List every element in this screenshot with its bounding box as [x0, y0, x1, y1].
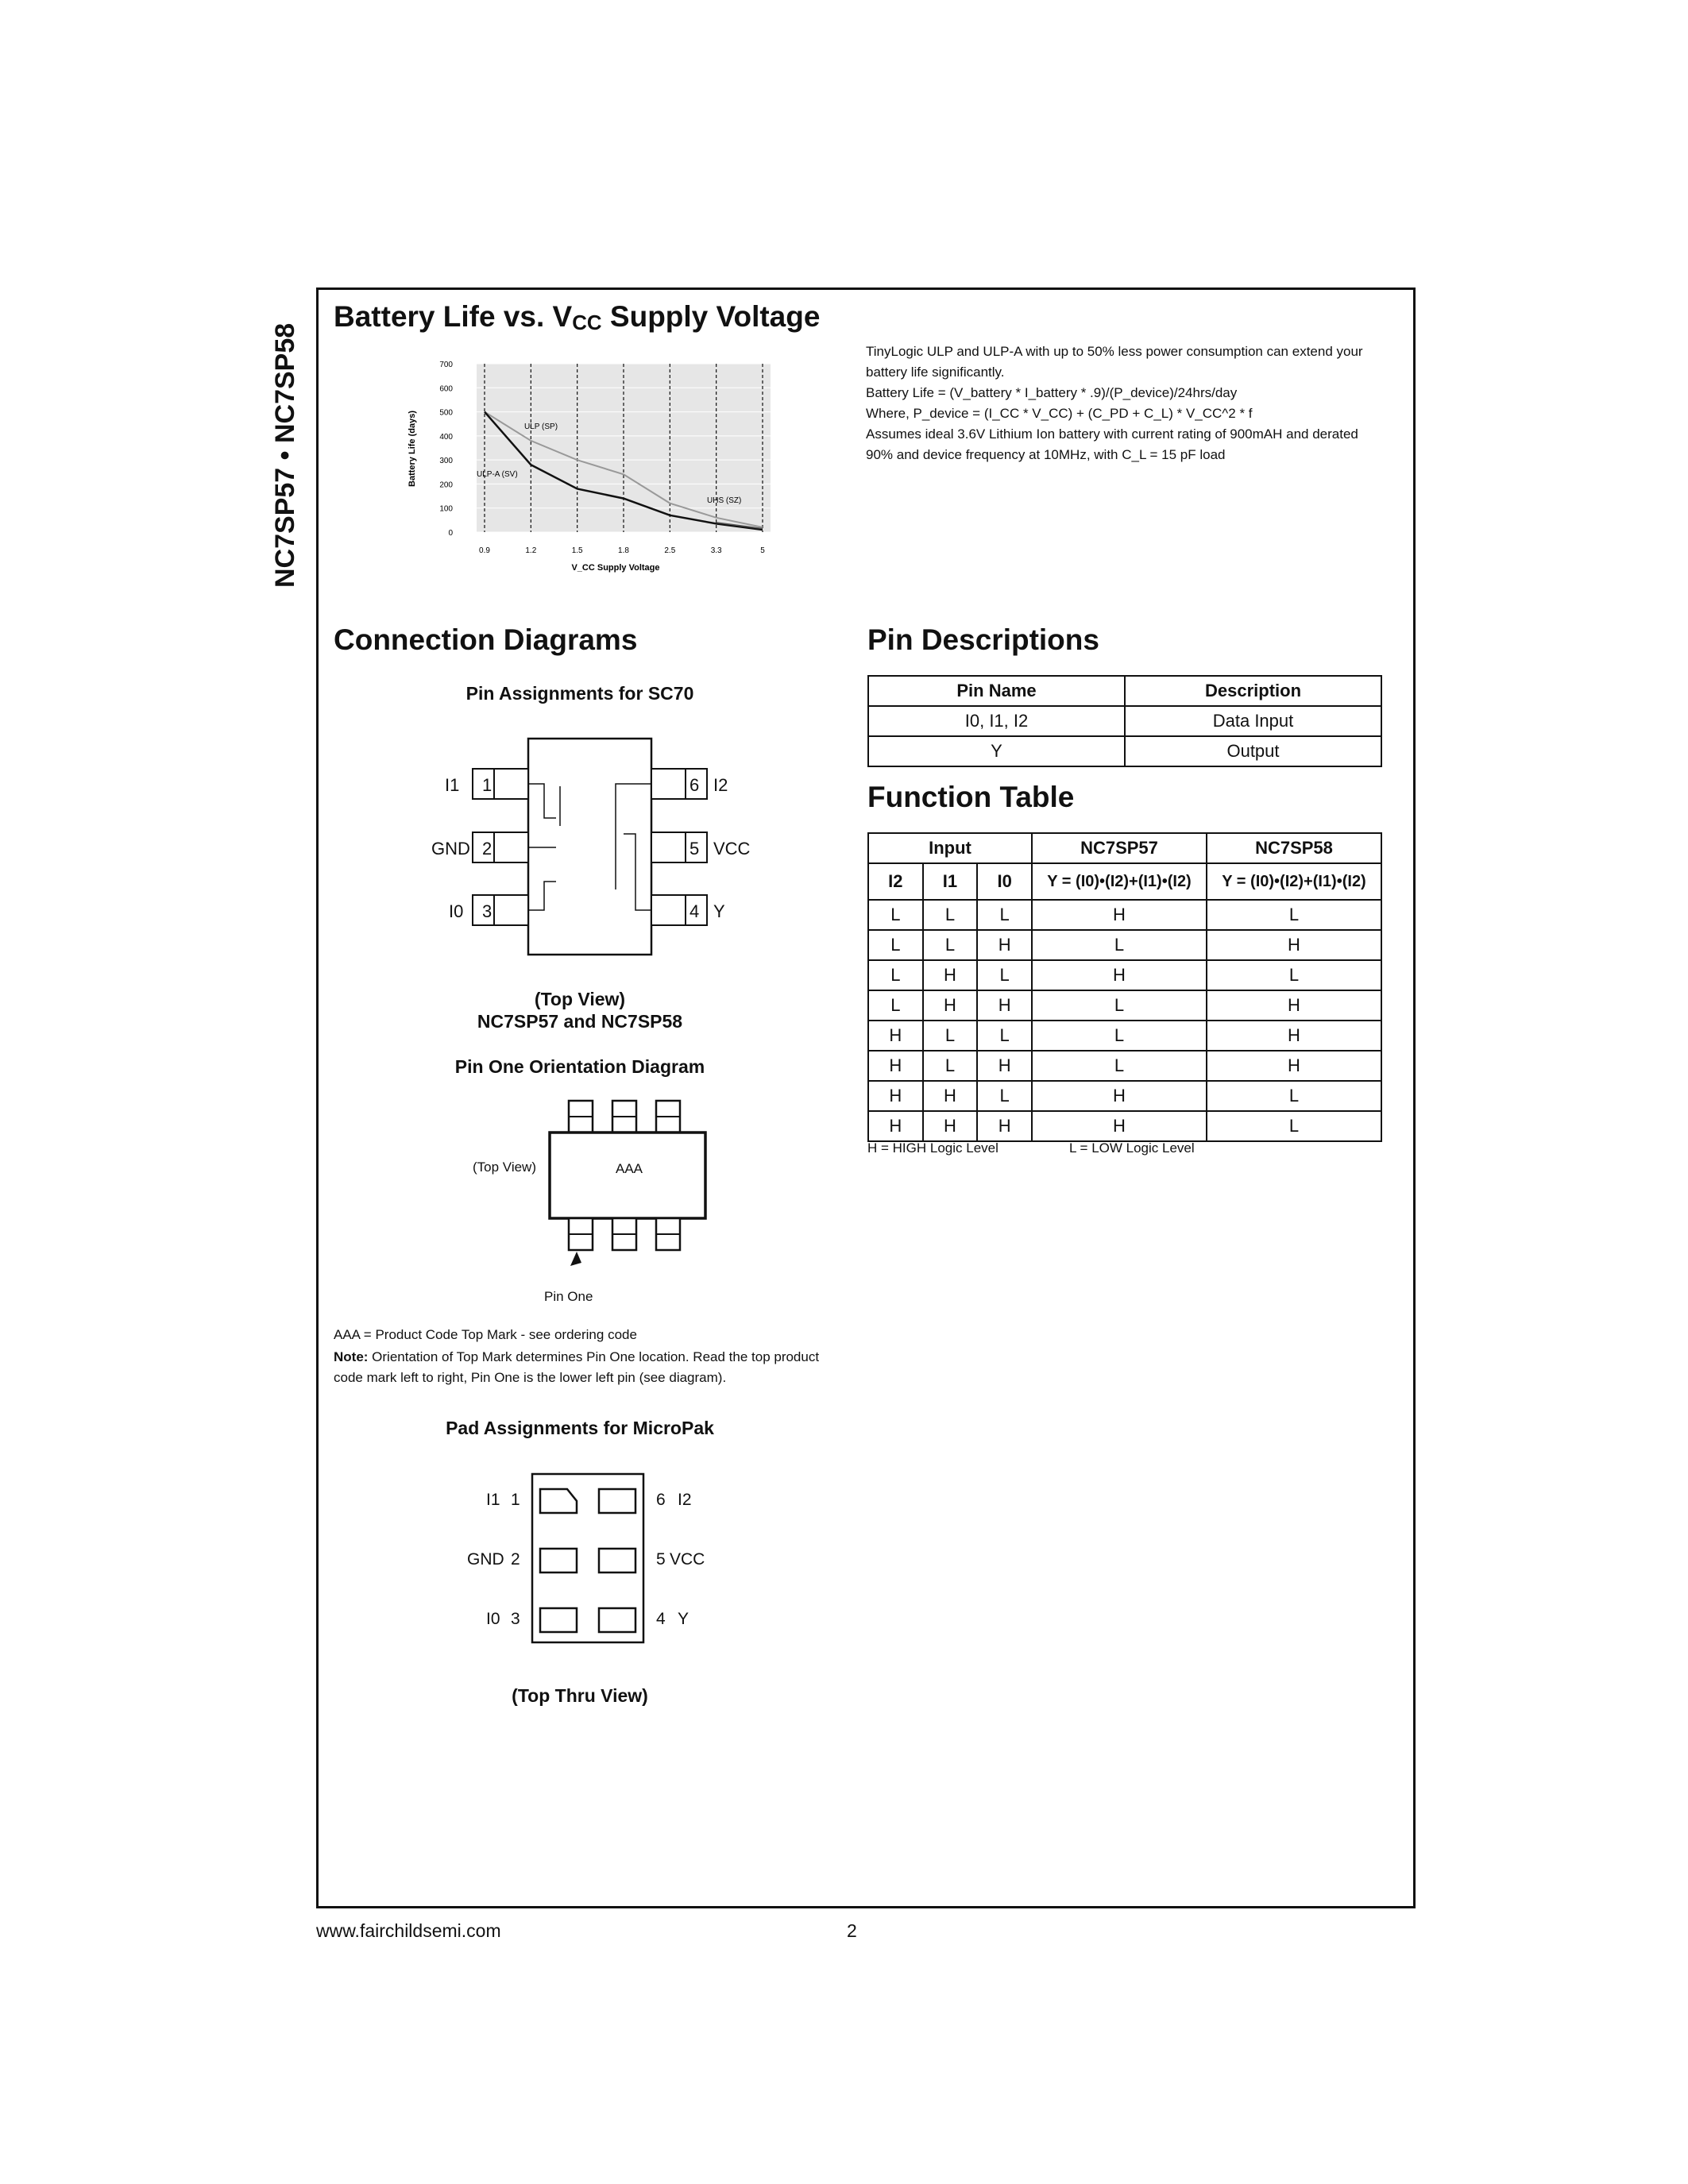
table-cell: H — [1032, 1111, 1207, 1141]
micropak-label-vcc: VCC — [670, 1550, 705, 1569]
legend-high: H = HIGH Logic Level — [867, 1140, 999, 1156]
table-cell: H — [977, 930, 1032, 960]
pin-name-cell: Y — [868, 736, 1125, 766]
table-cell: L — [1032, 930, 1207, 960]
table-cell: L — [977, 1021, 1032, 1051]
x-tick-label: 1.5 — [571, 546, 583, 555]
pin-one-arrow-icon — [570, 1252, 581, 1266]
pin-name-cell: I0, I1, I2 — [868, 706, 1125, 736]
micropak-pad-1 — [540, 1489, 577, 1513]
sc70-num-6: 6 — [689, 775, 700, 795]
table-cell: H — [1207, 1051, 1381, 1081]
sc70-label-gnd: GND — [431, 839, 470, 859]
table-cell: H — [1207, 930, 1381, 960]
table-cell: H — [868, 1021, 923, 1051]
table-cell: L — [977, 1081, 1032, 1111]
function-table — [867, 832, 1382, 1142]
sc70-num-2: 2 — [482, 839, 492, 859]
input-header: Input — [868, 833, 1032, 863]
table-cell: L — [977, 960, 1032, 990]
pin-name-header: Pin Name — [868, 676, 1125, 706]
micropak-pad-4 — [599, 1608, 635, 1632]
table-cell: H — [1032, 1081, 1207, 1111]
connection-diagrams-title: Connection Diagrams — [334, 623, 638, 656]
table-cell: L — [923, 1021, 978, 1051]
y-tick-label: 400 — [439, 432, 453, 442]
micropak-num-1: 1 — [511, 1491, 520, 1509]
micropak-num-6: 6 — [656, 1491, 666, 1509]
pin-descriptions-table — [867, 675, 1382, 767]
i2-header: I2 — [868, 863, 923, 900]
sc70-pin-1 — [473, 769, 528, 799]
micropak-pad-5 — [599, 1549, 635, 1572]
micropak-num-2: 2 — [511, 1550, 520, 1569]
top-view-label: (Top View) — [534, 989, 626, 1009]
battery-life-title: Battery Life vs. $V_{CC}$ Supply Voltage — [334, 300, 821, 334]
description-header: Description — [1125, 676, 1381, 706]
orientation-title: Pin One Orientation Diagram — [454, 1056, 705, 1077]
pin-descriptions-title: Pin Descriptions — [867, 623, 1099, 656]
chart-y-label: Battery Life (days) — [408, 411, 417, 487]
sc70-num-1: 1 — [482, 775, 492, 795]
function-table-title: Function Table — [867, 781, 1075, 813]
table-cell: H — [977, 990, 1032, 1021]
table-cell: L — [1207, 1081, 1381, 1111]
table-cell: H — [1207, 1021, 1381, 1051]
x-tick-label: 2.5 — [664, 546, 676, 555]
sc70-num-4: 4 — [689, 901, 700, 921]
micropak-label-y: Y — [678, 1610, 689, 1628]
micropak-pad-2 — [540, 1549, 577, 1572]
top-mark: AAA — [616, 1161, 643, 1176]
table-cell: L — [923, 1051, 978, 1081]
sc70-diagram — [421, 731, 755, 969]
micropak-diagram — [524, 1469, 651, 1652]
pin-one-label: Pin One — [544, 1289, 593, 1304]
table-row — [868, 736, 1381, 766]
orientation-diagram — [540, 1096, 715, 1279]
table-cell: H — [977, 1111, 1032, 1141]
sc70-pin-3 — [473, 895, 528, 925]
table-cell: H — [1207, 990, 1381, 1021]
table-cell: L — [923, 900, 978, 930]
y-tick-label: 600 — [439, 384, 453, 394]
y-tick-label: 100 — [439, 504, 453, 514]
annotation-ulpa: ULP-A (SV) — [477, 470, 518, 479]
micropak-label-i1: I1 — [486, 1491, 500, 1509]
parts-label: NC7SP57 and NC7SP58 — [477, 1011, 683, 1032]
i1-header: I1 — [923, 863, 978, 900]
table-cell: L — [1032, 1051, 1207, 1081]
nc7sp58-header: NC7SP58 — [1207, 833, 1381, 863]
micropak-num-4: 4 — [656, 1610, 666, 1628]
table-cell: L — [1207, 960, 1381, 990]
battery-description — [866, 341, 1374, 465]
micropak-label-gnd: GND — [467, 1550, 504, 1569]
table-cell: H — [1032, 960, 1207, 990]
table-cell: H — [923, 1081, 978, 1111]
sc70-label-i2: I2 — [713, 775, 728, 795]
aaa-note: AAA = Product Code Top Mark - see ordering code — [334, 1327, 637, 1342]
sc70-label-i1: I1 — [445, 775, 460, 795]
y-tick-label: 700 — [439, 361, 453, 369]
chart-x-label: V_CC Supply Voltage — [571, 563, 660, 573]
annotation-uhs: UHS (SZ) — [707, 496, 742, 505]
table-cell: L — [1032, 990, 1207, 1021]
micropak-num-5: 5 — [656, 1550, 666, 1569]
x-tick-label: 1.8 — [618, 546, 629, 555]
table-row — [868, 960, 1381, 990]
sc70-pin-2 — [473, 832, 528, 862]
table-row — [868, 900, 1381, 930]
table-cell: H — [923, 1111, 978, 1141]
table-cell: L — [868, 930, 923, 960]
table-row — [868, 930, 1381, 960]
table-cell: L — [923, 930, 978, 960]
top-pads — [569, 1101, 680, 1133]
micropak-title: Pad Assignments for MicroPak — [446, 1418, 714, 1438]
table-cell: H — [977, 1051, 1032, 1081]
micropak-label-i2: I2 — [678, 1491, 692, 1509]
table-cell: L — [1207, 1111, 1381, 1141]
sc70-num-3: 3 — [482, 901, 492, 921]
table-cell: H — [923, 960, 978, 990]
sc70-label-y: Y — [713, 901, 725, 921]
x-tick-label: 1.2 — [525, 546, 537, 555]
table-row — [868, 1111, 1381, 1141]
battery-desc-line3: Where, P_device = (I_CC * V_CC) + (C_PD + C_L) * V_CC^2 * f — [866, 406, 1253, 421]
battery-desc-line2: Battery Life = (V_battery * I_battery * .9)/(P_device)/24hrs/day — [866, 385, 1238, 400]
table-cell: H — [868, 1111, 923, 1141]
sc70-body — [528, 739, 651, 955]
annotation-ulp: ULP (SP) — [524, 423, 558, 431]
y-tick-label: 300 — [439, 457, 453, 466]
table-cell: L — [977, 900, 1032, 930]
micropak-pad-3 — [540, 1608, 577, 1632]
page-number: 2 — [847, 1920, 857, 1941]
sc70-title: Pin Assignments for SC70 — [465, 683, 694, 704]
table-cell: L — [1032, 1021, 1207, 1051]
table-cell: L — [868, 900, 923, 930]
table-row — [868, 990, 1381, 1021]
y-tick-label: 200 — [439, 480, 453, 490]
table-cell: H — [868, 1051, 923, 1081]
table-cell: H — [923, 990, 978, 1021]
sc70-label-vcc: VCC — [713, 839, 751, 859]
table-cell: H — [1032, 900, 1207, 930]
side-title: NC7SP57 • NC7SP58 — [270, 322, 300, 588]
description-cell: Data Input — [1125, 706, 1381, 736]
x-tick-label: 0.9 — [479, 546, 490, 555]
y-tick-label: 0 — [448, 529, 453, 538]
nc7sp58-equation: Y = (I0)•(I2)+(I1)•(I2) — [1207, 863, 1381, 900]
nc7sp57-header: NC7SP57 — [1032, 833, 1207, 863]
x-tick-label: 3.3 — [710, 546, 722, 555]
battery-life-chart — [405, 357, 786, 580]
description-cell: Output — [1125, 736, 1381, 766]
table-cell: L — [868, 990, 923, 1021]
orientation-top-view: (Top View) — [473, 1160, 536, 1175]
y-tick-label: 500 — [439, 408, 453, 418]
nc7sp57-equation: Y = (I0)•(I2)+(I1)•(I2) — [1032, 863, 1207, 900]
top-thru-view: (Top Thru View) — [512, 1685, 648, 1706]
table-cell: H — [868, 1081, 923, 1111]
legend-low: L = LOW Logic Level — [1069, 1140, 1195, 1156]
micropak-pad-6 — [599, 1489, 635, 1513]
table-cell: L — [868, 960, 923, 990]
table-cell: L — [1207, 900, 1381, 930]
micropak-num-3: 3 — [511, 1610, 520, 1628]
battery-desc-line1: TinyLogic ULP and ULP-A with up to 50% less power consumption can extend your battery life significantly. — [866, 344, 1363, 380]
orientation-note: Note: Orientation of Top Mark determines Pin One location. Read the top product code mark left to right, Pin One is the lower left pin (see diagram). — [334, 1349, 820, 1385]
table-row — [868, 1051, 1381, 1081]
table-row — [868, 1021, 1381, 1051]
sc70-num-5: 5 — [689, 839, 700, 859]
micropak-label-i0: I0 — [486, 1610, 500, 1628]
table-row — [868, 1081, 1381, 1111]
footer-url[interactable]: www.fairchildsemi.com — [316, 1920, 501, 1941]
bottom-pads — [569, 1218, 680, 1250]
battery-desc-line4: Assumes ideal 3.6V Lithium Ion battery with current rating of 900mAH and derated 90% and device frequency at 10MHz, with C_L = 15 pF load — [866, 426, 1358, 462]
x-tick-label: 5 — [760, 546, 765, 555]
sc70-label-i0: I0 — [449, 901, 464, 921]
i0-header: I0 — [977, 863, 1032, 900]
table-row — [868, 706, 1381, 736]
